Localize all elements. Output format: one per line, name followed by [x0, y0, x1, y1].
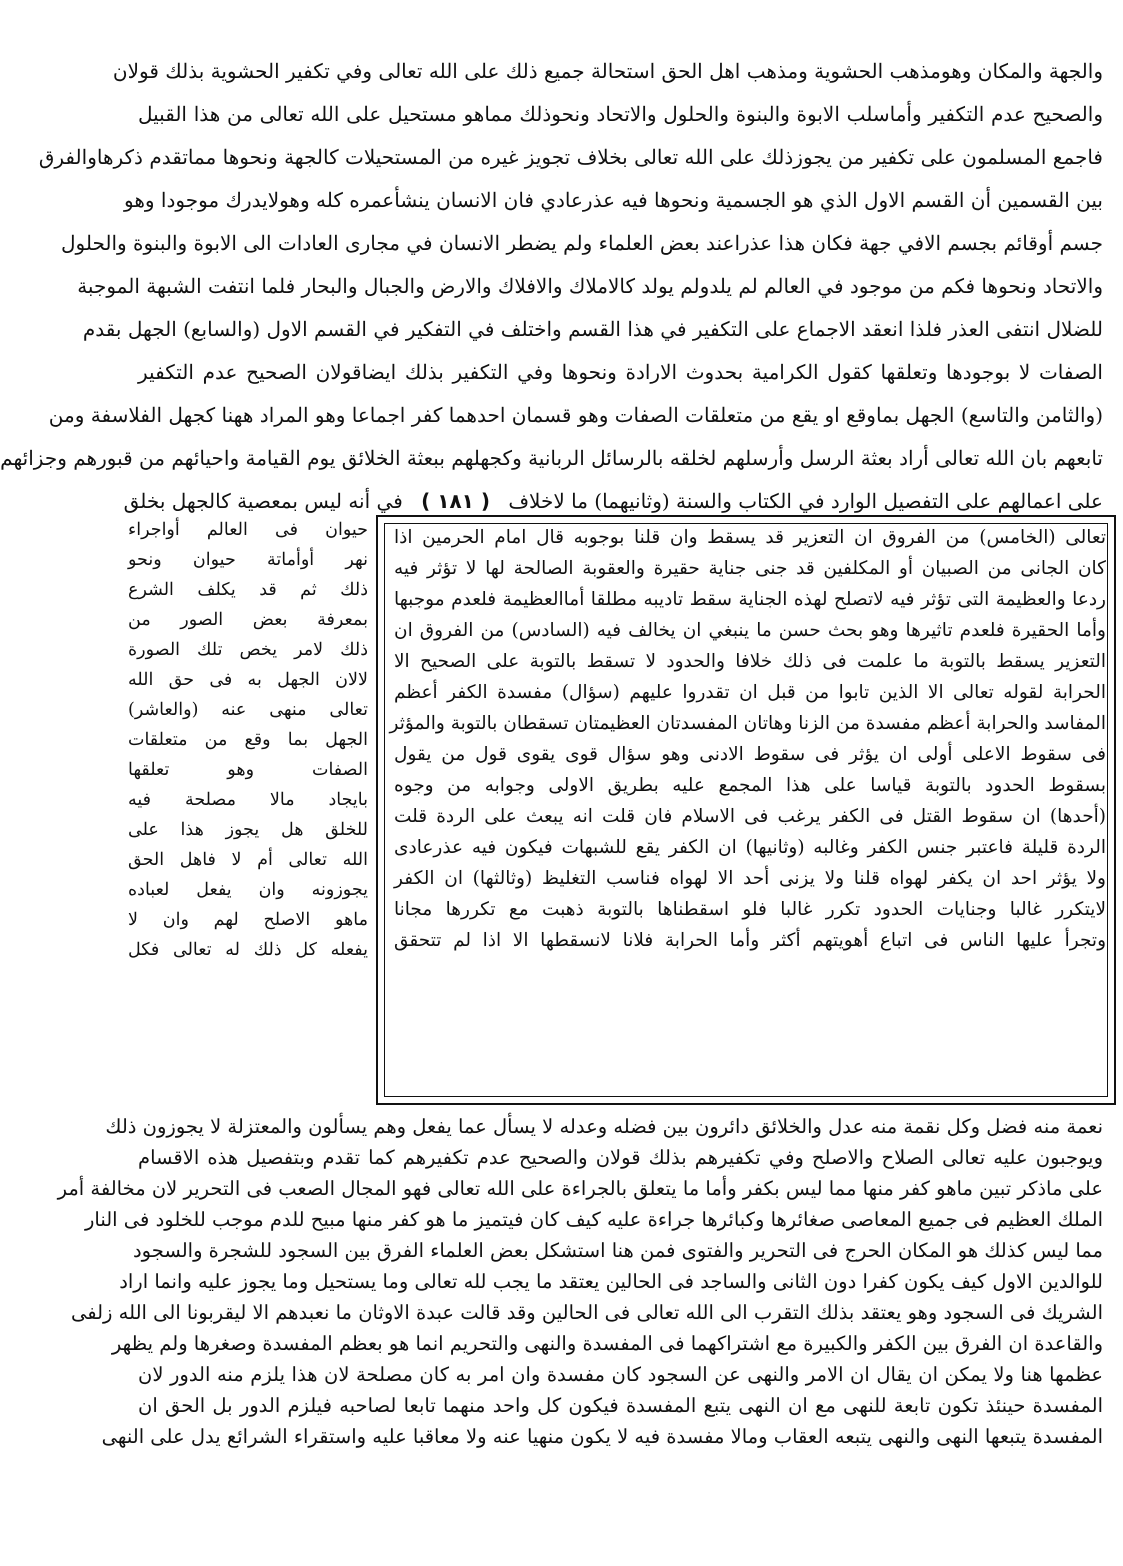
text-line: والقاعدة ان الفرق بين الكفر والكبيرة مع اشتراكهما فى المفسدة والنهى والتحريم انما هو بعظم المفسدة وصغرها ولم يظهر	[111, 1332, 1103, 1355]
text-line: فاجمع المسلمون على تكفير من يجوزذلك على الله تعالى بخلاف تجويز غيره من المستحيلات كالجهة ونحوها مماتقدم ذكرهاوالفرق	[38, 145, 1103, 169]
main-text-bottom	[57, 1111, 1103, 1452]
main-text-top	[0, 50, 1103, 523]
text-line: للضلال انتفى العذر فلذا انعقد الاجماع على التكفير في هذا القسم واختلف في التفكير في القسم الاول (والسابع) الجهل بقدم	[82, 317, 1103, 341]
side-column	[128, 515, 368, 965]
text-line: جسم أوقائم بجسم الافي جهة فكان هذا عذراعند بعض العلماء ولم يضطر الانسان في مجارى العادات الى الابوة والبنوة والحلول	[60, 231, 1103, 255]
footnote-line: وتجرأ عليها الناس فى اتباع أهويتهم أكثر وأما الحرابة فلانا لانسقطها الا اذا لم تتحقق	[394, 930, 1106, 951]
footnote-line: لايتكرر غالبا وجنايات الحدود تكرر غالبا فلو اسقطناها بالتوبة ذهبت مع تكررها مجانا	[394, 899, 1106, 920]
side-line: ذلك لامر يخص تلك الصورة	[128, 640, 368, 660]
side-line: بايجاد مالا مصلحة فيه	[128, 790, 368, 810]
footnote-line: بسقوط الحدود بالتوبة قياسا على هذا المجمع عليه بطريق الاولى وجوابه من وجوه	[394, 775, 1106, 796]
text-line: مما ليس كذلك هو المكان الحرج فى التحرير والفتوى فمن هنا استشكل بعض العلماء الفرق بين السجود للشجرة والسجود	[132, 1239, 1103, 1262]
text-segment: في أنه ليس بمعصية كالجهل بخلق	[123, 489, 403, 513]
text-line: على ماذكر تبين ماهو كفر منها مما ليس بكفر وأما ما يتعلق بالجراءة على الله تعالى فهو المجال الصعب فى التحرير لان مخالفة أمر	[57, 1177, 1103, 1200]
text-line: والصحيح عدم التكفير وأماسلب الابوة والبنوة والحلول والاتحاد ونحوذلك مماهو مستحيل على الله تعالى من هذا القبيل	[138, 102, 1103, 126]
side-line: حيوان فى العالم أواجراء	[128, 520, 368, 540]
footnote-line: (أحدها) ان سقوط القتل فى الكفر يرغب فى الاسلام فان قلت انه يبعث على الردة قلت	[394, 806, 1106, 827]
footnote-line: ردعا والعظيمة التى تؤثر فيه لاتصلح لهذه الجناية سقط تاديبه مطلقا أماالعظيمة فلعدم موجبها	[394, 589, 1106, 610]
text-line: والاتحاد ونحوها فكم من موجود في العالم لم يلدولم يولد كالاملاك والافلاك والارض والجبال والبحار فلما انتفت الشبهة الموجبة	[77, 274, 1103, 298]
side-line: الله تعالى أم لا فاهل الحق	[128, 850, 368, 870]
footnote-line: فى سقوط الاعلى أولى ان يؤثر فى سقوط الادنى وهو سؤال قوى يقوى قول من يقول	[394, 744, 1106, 765]
text-line: عظمها هنا ولا يمكن ان يقال ان الامر والنهى عن السجود كان مفسدة وان امر به كان مصلحة لان هذا يلزم منه الدور لان	[138, 1363, 1103, 1386]
footnote-line: وأما الحقيرة فلعدم تاثيرها وهو بحث حسن ما ينبغي ان يخالف فيه (السادس) من الفروق ان	[394, 620, 1106, 641]
side-line: ماهو الاصلح لهم وان لا	[128, 910, 368, 930]
side-line: الصفات وهو تعلقها	[128, 760, 368, 780]
text-line: ويوجبون عليه تعالى الصلاح والاصلح وفي تكفيرهم بذلك قولان والصحيح عدم تكفيرهم كما تقدم وبتفصيل هذه الاقسام	[138, 1146, 1103, 1169]
text-line: والجهة والمكان وهومذهب الحشوية ومذهب اهل الحق استحالة جميع ذلك على الله تعالى وفي تكفير الحشوية بذلك قولان	[112, 59, 1103, 83]
side-line: بمعرفة بعض الصور من	[128, 610, 368, 630]
text-line: تابعهم بان الله تعالى أراد بعثة الرسل وأرسلهم لخلقه بالرسائل الربانية وكجهلهم ببعثة الخلائق يوم القيامة واحيائهم من قبورهم وجزائهم	[0, 446, 1103, 470]
text-line: (والثامن والتاسع) الجهل بماوقع او يقع من متعلقات الصفات وهو قسمان احدهما كفر اجماعا وهو المراد ههنا كجهل الفلاسفة ومن	[48, 403, 1103, 427]
footnote-text	[389, 522, 1106, 956]
text-line: المفسدة حينئذ تكون تابعة للنهى مع ان النهى يتبع المفسدة فيكون كل واحد منهما تابعا لصاحبه فيلزم الدور بل الحق ان	[138, 1394, 1103, 1417]
text-segment: على اعمالهم على التفصيل الوارد في الكتاب والسنة (وثانيهما) ما لاخلاف	[508, 489, 1103, 513]
text-line: نعمة منه فضل وكل نقمة منه عدل والخلائق دائرون بين فضله وعدله لا يسأل عما يفعل وهم يسألون والمعتزلة لا يجوزون ذلك	[105, 1115, 1103, 1138]
side-line: يفعله كل ذلك له تعالى فكل	[128, 940, 368, 960]
side-line: ذلك ثم قد يكلف الشرع	[128, 580, 368, 600]
text-line: الملك العظيم فى جميع المعاصى صغائرها وكبائرها جراءة عليه كيف كان فيتميز ما هو كفر منها مبيح للدم موجب للخلود فى النار	[85, 1208, 1103, 1231]
footnote-line: الردة قليلة فاعتبر جنس الكفر وغالبه (وثانيها) ان الكفر يقع للشبهات فيكون فيه عذرعادى	[394, 837, 1106, 858]
side-line: لالان الجهل به فى حق الله	[128, 670, 368, 690]
footnote-line: ولا يؤثر احد ان يكفر لهواه قلنا ولا يزنى أحد الا لهواه فناسب التغليظ (وثالثها) ان الكفر	[394, 868, 1106, 889]
text-line: الشريك فى السجود وهو يعتقد بذلك التقرب الى الله تعالى فى الحالين وقد قالت عبدة الاوثان ما نعبدهم الا ليقربونا الى الله زلفى	[70, 1301, 1103, 1324]
footnote-line: المفاسد والحرابة أعظم مفسدة من الزنا وهاتان المفسدتان العظيمتان تسقطان بالتوبة والمؤثر	[389, 713, 1106, 734]
page-number: ( ١٨١ )	[421, 489, 490, 513]
side-line: يجوزونه وان يفعل لعباده	[128, 880, 368, 900]
side-line: نهر أوأماتة حيوان ونحو	[128, 550, 368, 570]
side-line: الجهل بما وقع من متعلقات	[128, 730, 368, 750]
text-line: الصفات لا بوجودها وتعلقها كقول الكرامية بحدوث الارادة ونحوها وفي التكفير بذلك ايضاقولان الصحيح عدم التكفير	[138, 360, 1103, 384]
footnote-line: الحرابة لقوله تعالى الا الذين تابوا من قبل ان تقدروا عليهم (سؤال) مفسدة الكفر أعظم	[394, 682, 1106, 703]
side-line: للخلق هل يجوز هذا على	[128, 820, 368, 840]
footnote-line: تعالى (الخامس) من الفروق ان التعزير قد يسقط وان قلنا بوجوبه قال امام الحرمين اذا	[394, 527, 1106, 548]
text-line: المفسدة يتبعها النهى والنهى يتبعه العقاب ومالا مفسدة فيه لا يكون منهيا عنه ولا معاقبا عليه واستقراء الشرائع يدل على النهى	[101, 1425, 1103, 1448]
text-line: للوالدين الاول كيف يكون كفرا دون الثانى والساجد فى الحالين يعتقد ما يجب لله تعالى وما يستحيل وما يجوز عليه وانما اراد	[119, 1270, 1103, 1293]
side-line: تعالى منهى عنه (والعاشر)	[128, 700, 368, 720]
footnote-line: التعزير يسقط بالتوبة ما علمت فى ذلك خلافا والحدود لا تسقط بالتوبة على الصحيح الا	[394, 651, 1106, 672]
text-line: بين القسمين أن القسم الاول الذي هو الجسمية ونحوها فيه عذرعادي فان الانسان ينشأعمره كله وهولايدرك موجودا وهو	[124, 188, 1103, 212]
footnote-line: كان الجانى من الصبيان أو المكلفين قد جنى جناية حقيرة والعقوبة الصالحة لها لا تؤثر فيه	[394, 558, 1106, 579]
